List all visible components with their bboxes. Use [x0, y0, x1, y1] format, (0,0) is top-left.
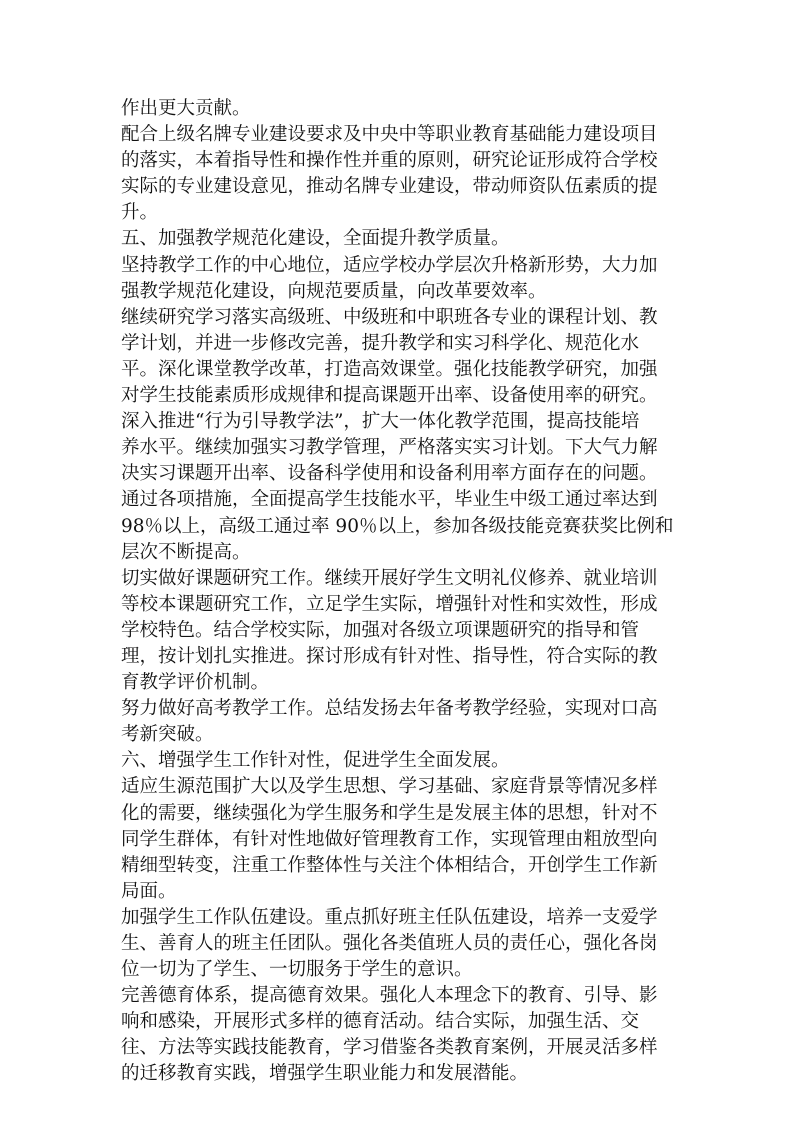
text-line: 平。深化课堂教学改革，打造高效课堂。强化技能教学研究，加强 [121, 358, 658, 380]
text-line: 配合上级名牌专业建设要求及中央中等职业教育基础能力建设项目 [121, 124, 658, 146]
text-line: 决实习课题开出率、设备科学使用和设备利用率方面存在的问题。 [121, 463, 658, 485]
text-line: 响和感染，开展形式多样的德育活动。结合实际，加强生活、交 [121, 1011, 640, 1033]
text-line: 学校特色。结合学校实际，加强对各级立项课题研究的指导和管 [121, 619, 640, 641]
text-line: 位一切为了学生、一切服务于学生的意识。 [121, 959, 473, 981]
text-line: 实际的专业建设意见，推动名牌专业建设，带动师资队伍素质的提 [121, 176, 658, 198]
text-line: 的迁移教育实践，增强学生职业能力和发展潜能。 [121, 1063, 529, 1085]
text-line: 坚持教学工作的中心地位，适应学校办学层次升格新形势，大力加 [121, 254, 658, 276]
text-line: 的落实，本着指导性和操作性并重的原则，研究论证形成符合学校 [121, 150, 658, 172]
text-line: 完善德育体系，提高德育效果。强化人本理念下的教育、引导、影 [121, 985, 658, 1007]
text-line: 层次不断提高。 [121, 541, 251, 563]
text-line: 升。 [121, 202, 159, 224]
text-line: 努力做好高考教学工作。总结发扬去年备考教学经验，实现对口高 [121, 698, 658, 720]
text-line: 对学生技能素质形成规律和提高课题开出率、设备使用率的研究。 [121, 385, 658, 407]
text-line: 学计划，并进一步修改完善，提升教学和实习科学化、规范化水 [121, 332, 640, 354]
text-line: 化的需要，继续强化为学生服务和学生是发展主体的思想，针对不 [121, 802, 658, 824]
text-line: 育教学评价机制。 [121, 672, 270, 694]
text-line: 适应生源范围扩大以及学生思想、学习基础、家庭背景等情况多样 [121, 776, 658, 798]
text-line: 98％以上，高级工通过率 90％以上，参加各级技能竞赛获奖比例和 [121, 515, 674, 537]
text-line: 加强学生工作队伍建设。重点抓好班主任队伍建设，培养一支爱学 [121, 906, 658, 928]
document-body [121, 96, 681, 1088]
section-heading: 六、增强学生工作针对性，促进学生全面发展。 [121, 750, 510, 772]
text-line: 强教学规范化建设，向规范要质量，向改革要效率。 [121, 280, 547, 302]
text-line: 切实做好课题研究工作。继续开展好学生文明礼仪修养、就业培训 [121, 567, 658, 589]
text-line: 同学生群体，有针对性地做好管理教育工作，实现管理由粗放型向 [121, 828, 658, 850]
text-line: 往、方法等实践技能教育，学习借鉴各类教育案例，开展灵活多样 [121, 1037, 658, 1059]
text-line: 通过各项措施，全面提高学生技能水平，毕业生中级工通过率达到 [121, 489, 658, 511]
text-line: 深入推进“行为引导教学法”，扩大一体化教学范围，提高技能培 [121, 411, 640, 433]
text-line: 等校本课题研究工作，立足学生实际，增强针对性和实效性，形成 [121, 593, 658, 615]
text-line: 局面。 [121, 880, 177, 902]
text-line: 理，按计划扎实推进。探讨形成有针对性、指导性，符合实际的教 [121, 645, 658, 667]
text-line: 继续研究学习落实高级班、中级班和中职班各专业的课程计划、教 [121, 306, 658, 328]
text-line: 生、善育人的班主任团队。强化各类值班人员的责任心，强化各岗 [121, 933, 658, 954]
text-line: 养水平。继续加强实习教学管理，严格落实实习计划。下大气力解 [121, 437, 658, 459]
section-heading: 五、加强教学规范化建设，全面提升教学质量。 [121, 228, 510, 250]
text-line: 精细型转变，注重工作整体性与关注个体相结合，开创学生工作新 [121, 854, 658, 876]
text-line: 作出更大贡献。 [121, 98, 251, 119]
text-line: 考新突破。 [121, 724, 214, 746]
